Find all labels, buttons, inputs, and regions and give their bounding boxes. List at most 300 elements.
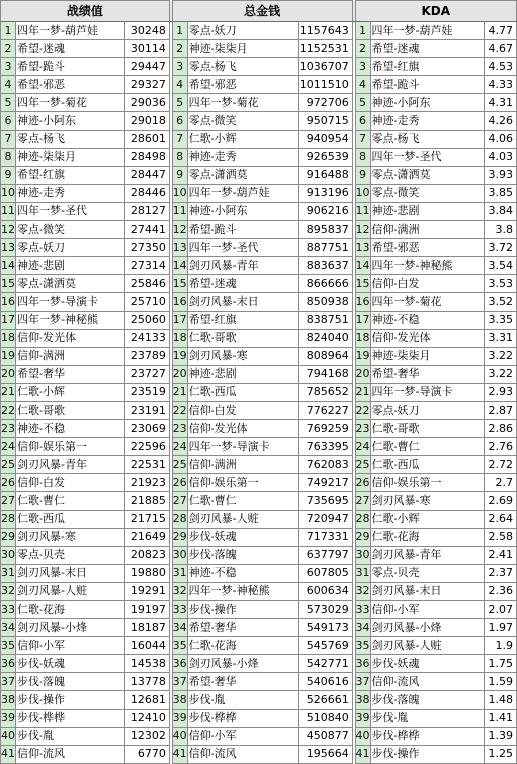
table-row: [1, 745, 517, 763]
battle-rank-cell: 26: [1, 474, 16, 492]
battle-player-name-cell: 剑刃风暴-青年: [16, 456, 125, 474]
kda-value-cell: 3.22: [485, 347, 517, 365]
battle-value-cell: 28127: [124, 202, 169, 220]
money-rank-cell: 38: [172, 691, 187, 709]
battle-value-cell: 24133: [124, 329, 169, 347]
money-player-name-cell: 零点-微笑: [187, 112, 298, 130]
money-player-name-cell: 仁歌-曹仁: [187, 492, 298, 510]
money-player-name-cell: 零点-潇洒莫: [187, 166, 298, 184]
kda-player-name-cell: 剑刃风暴-人赃: [370, 637, 485, 655]
battle-rank-cell: 16: [1, 293, 16, 311]
money-player-name-cell: 信仰-小军: [187, 727, 298, 745]
kda-value-cell: 2.64: [485, 510, 517, 528]
table-row: [1, 655, 517, 673]
kda-player-name-cell: 零点-微笑: [370, 184, 485, 202]
kda-rank-cell: 8: [355, 148, 370, 166]
kda-value-cell: 1.48: [485, 691, 517, 709]
table-row: [1, 202, 517, 220]
battle-value-cell: 16044: [124, 637, 169, 655]
table-row: [1, 22, 517, 40]
battle-value-cell: 27314: [124, 257, 169, 275]
kda-value-cell: 1.25: [485, 745, 517, 763]
battle-player-name-cell: 神迹-走秀: [16, 184, 125, 202]
battle-value-cell: 29327: [124, 76, 169, 94]
kda-rank-cell: 17: [355, 311, 370, 329]
battle-player-name-cell: 信仰-小军: [16, 637, 125, 655]
battle-player-name-cell: 神迹-柒柒月: [16, 148, 125, 166]
battle-value-cell: 21885: [124, 492, 169, 510]
money-player-name-cell: 神迹-柒柒月: [187, 40, 298, 58]
header-row: [1, 1, 517, 22]
battle-value-cell: 6770: [124, 745, 169, 763]
kda-rank-cell: 26: [355, 474, 370, 492]
kda-player-name-cell: 希望-迷魂: [370, 40, 485, 58]
money-rank-cell: 31: [172, 564, 187, 582]
money-value-cell: 972706: [298, 94, 352, 112]
money-value-cell: 895837: [298, 221, 352, 239]
kda-rank-cell: 4: [355, 76, 370, 94]
table-row: [1, 510, 517, 528]
kda-rank-cell: 23: [355, 420, 370, 438]
battle-player-name-cell: 信仰-流风: [16, 745, 125, 763]
battle-value-cell: 21715: [124, 510, 169, 528]
battle-value-cell: 23519: [124, 383, 169, 401]
kda-player-name-cell: 剑刃风暴-青年: [370, 546, 485, 564]
table-row: [1, 691, 517, 709]
money-value-cell: 776227: [298, 401, 352, 419]
money-player-name-cell: 四年一梦-圣代: [187, 239, 298, 257]
battle-value-cell: 21649: [124, 528, 169, 546]
kda-value-cell: 4.53: [485, 58, 517, 76]
kda-rank-cell: 28: [355, 510, 370, 528]
kda-rank-cell: 29: [355, 528, 370, 546]
table-row: [1, 727, 517, 745]
kda-player-name-cell: 希望-跪斗: [370, 76, 485, 94]
money-value-cell: 866666: [298, 275, 352, 293]
kda-rank-cell: 39: [355, 709, 370, 727]
table-row: [1, 40, 517, 58]
money-rank-cell: 39: [172, 709, 187, 727]
money-value-cell: 808964: [298, 347, 352, 365]
kda-value-cell: 1.9: [485, 637, 517, 655]
kda-value-cell: 4.31: [485, 94, 517, 112]
battle-value-cell: 23727: [124, 365, 169, 383]
kda-rank-cell: 33: [355, 601, 370, 619]
money-value-cell: 1157643: [298, 22, 352, 40]
kda-rank-cell: 20: [355, 365, 370, 383]
money-value-cell: 887751: [298, 239, 352, 257]
kda-value-cell: 3.35: [485, 311, 517, 329]
battle-player-name-cell: 剑刃风暴-小烽: [16, 619, 125, 637]
kda-rank-cell: 22: [355, 401, 370, 419]
money-player-name-cell: 神迹-悲剧: [187, 365, 298, 383]
kda-player-name-cell: 剑刃风暴-寒: [370, 492, 485, 510]
kda-value-cell: 3.84: [485, 202, 517, 220]
money-player-name-cell: 四年一梦-神秘熊: [187, 582, 298, 600]
table-row: [1, 673, 517, 691]
kda-player-name-cell: 仁歌-曹仁: [370, 438, 485, 456]
money-rank-cell: 40: [172, 727, 187, 745]
money-value-cell: 549173: [298, 619, 352, 637]
battle-player-name-cell: 四年一梦-神秘熊: [16, 311, 125, 329]
battle-value-cell: 20823: [124, 546, 169, 564]
money-rank-cell: 2: [172, 40, 187, 58]
battle-player-name-cell: 步伐-妖魂: [16, 655, 125, 673]
money-player-name-cell: 仁歌-小辉: [187, 130, 298, 148]
battle-rank-cell: 23: [1, 420, 16, 438]
money-rank-cell: 30: [172, 546, 187, 564]
money-value-cell: 717331: [298, 528, 352, 546]
table-row: [1, 275, 517, 293]
kda-player-name-cell: 四年一梦-菊花: [370, 293, 485, 311]
money-value-cell: 195664: [298, 745, 352, 763]
battle-value-cell: 12410: [124, 709, 169, 727]
kda-rank-cell: 10: [355, 184, 370, 202]
money-player-name-cell: 希望-红旗: [187, 311, 298, 329]
battle-rank-cell: 21: [1, 383, 16, 401]
kda-player-name-cell: 神迹-小阿东: [370, 94, 485, 112]
battle-value-header: 战绩值: [1, 1, 170, 22]
kda-player-name-cell: 信仰-发光体: [370, 329, 485, 347]
kda-player-name-cell: 希望-奢华: [370, 365, 485, 383]
money-player-name-cell: 信仰-发光体: [187, 420, 298, 438]
kda-player-name-cell: 四年一梦-导演卡: [370, 383, 485, 401]
battle-value-cell: 29447: [124, 58, 169, 76]
battle-value-cell: 22596: [124, 438, 169, 456]
kda-value-cell: 3.54: [485, 257, 517, 275]
money-rank-cell: 7: [172, 130, 187, 148]
battle-rank-cell: 17: [1, 311, 16, 329]
kda-value-cell: 2.87: [485, 401, 517, 419]
battle-player-name-cell: 神迹-小阿东: [16, 112, 125, 130]
money-player-name-cell: 希望-邪恶: [187, 76, 298, 94]
battle-rank-cell: 14: [1, 257, 16, 275]
battle-value-cell: 27350: [124, 239, 169, 257]
battle-rank-cell: 24: [1, 438, 16, 456]
battle-rank-cell: 4: [1, 76, 16, 94]
money-player-name-cell: 仁歌-花海: [187, 637, 298, 655]
kda-value-cell: 2.86: [485, 420, 517, 438]
kda-player-name-cell: 步伐-桦桦: [370, 727, 485, 745]
battle-player-name-cell: 四年一梦-圣代: [16, 202, 125, 220]
battle-rank-cell: 28: [1, 510, 16, 528]
money-value-cell: 850938: [298, 293, 352, 311]
money-rank-cell: 6: [172, 112, 187, 130]
money-rank-cell: 4: [172, 76, 187, 94]
battle-rank-cell: 31: [1, 564, 16, 582]
table-row: [1, 582, 517, 600]
battle-player-name-cell: 仁歌-小辉: [16, 383, 125, 401]
battle-rank-cell: 20: [1, 365, 16, 383]
kda-value-cell: 4.33: [485, 76, 517, 94]
battle-value-cell: 28498: [124, 148, 169, 166]
battle-rank-cell: 19: [1, 347, 16, 365]
battle-value-cell: 25846: [124, 275, 169, 293]
battle-player-name-cell: 零点-潇洒莫: [16, 275, 125, 293]
kda-player-name-cell: 神迹-柒柒月: [370, 347, 485, 365]
money-rank-cell: 24: [172, 438, 187, 456]
battle-rank-cell: 27: [1, 492, 16, 510]
table-row: [1, 438, 517, 456]
table-row: [1, 112, 517, 130]
table-row: [1, 401, 517, 419]
money-rank-cell: 35: [172, 637, 187, 655]
battle-rank-cell: 39: [1, 709, 16, 727]
kda-player-name-cell: 零点-贝壳: [370, 564, 485, 582]
money-player-name-cell: 剑刃风暴-末日: [187, 293, 298, 311]
kda-value-cell: 1.75: [485, 655, 517, 673]
battle-rank-cell: 29: [1, 528, 16, 546]
kda-value-cell: 2.93: [485, 383, 517, 401]
battle-rank-cell: 32: [1, 582, 16, 600]
kda-value-cell: 4.26: [485, 112, 517, 130]
money-rank-cell: 34: [172, 619, 187, 637]
battle-value-cell: 30114: [124, 40, 169, 58]
table-row: [1, 546, 517, 564]
battle-player-name-cell: 零点-贝壳: [16, 546, 125, 564]
money-value-cell: 1036707: [298, 58, 352, 76]
money-value-cell: 794168: [298, 365, 352, 383]
money-value-cell: 735695: [298, 492, 352, 510]
kda-rank-cell: 27: [355, 492, 370, 510]
battle-value-cell: 28447: [124, 166, 169, 184]
battle-value-cell: 25710: [124, 293, 169, 311]
kda-player-name-cell: 神迹-悲剧: [370, 202, 485, 220]
money-value-cell: 763395: [298, 438, 352, 456]
kda-player-name-cell: 仁歌-花海: [370, 528, 485, 546]
battle-player-name-cell: 希望-跪斗: [16, 58, 125, 76]
battle-value-cell: 12302: [124, 727, 169, 745]
kda-value-cell: 2.58: [485, 528, 517, 546]
table-row: [1, 184, 517, 202]
money-value-cell: 769259: [298, 420, 352, 438]
battle-rank-cell: 34: [1, 619, 16, 637]
kda-player-name-cell: 信仰-小军: [370, 601, 485, 619]
money-rank-cell: 12: [172, 221, 187, 239]
battle-player-name-cell: 步伐-操作: [16, 691, 125, 709]
kda-rank-cell: 25: [355, 456, 370, 474]
battle-player-name-cell: 步伐-桦桦: [16, 709, 125, 727]
kda-player-name-cell: 四年一梦-圣代: [370, 148, 485, 166]
money-rank-cell: 27: [172, 492, 187, 510]
kda-player-name-cell: 步伐-操作: [370, 745, 485, 763]
kda-player-name-cell: 希望-邪恶: [370, 239, 485, 257]
kda-value-cell: 3.85: [485, 184, 517, 202]
kda-rank-cell: 3: [355, 58, 370, 76]
battle-player-name-cell: 仁歌-曹仁: [16, 492, 125, 510]
money-value-cell: 749217: [298, 474, 352, 492]
kda-value-cell: 2.76: [485, 438, 517, 456]
kda-rank-cell: 35: [355, 637, 370, 655]
battle-player-name-cell: 信仰-发光体: [16, 329, 125, 347]
battle-player-name-cell: 剑刃风暴-末日: [16, 564, 125, 582]
money-value-cell: 607805: [298, 564, 352, 582]
table-row: [1, 166, 517, 184]
money-rank-cell: 13: [172, 239, 187, 257]
kda-value-cell: 2.41: [485, 546, 517, 564]
battle-rank-cell: 36: [1, 655, 16, 673]
kda-player-name-cell: 步伐-妖魂: [370, 655, 485, 673]
kda-rank-cell: 7: [355, 130, 370, 148]
money-value-cell: 762083: [298, 456, 352, 474]
kda-value-cell: 3.53: [485, 275, 517, 293]
table-row: [1, 130, 517, 148]
battle-value-cell: 27441: [124, 221, 169, 239]
battle-value-cell: 18187: [124, 619, 169, 637]
battle-rank-cell: 3: [1, 58, 16, 76]
table-row: [1, 564, 517, 582]
money-rank-cell: 19: [172, 347, 187, 365]
money-player-name-cell: 剑刃风暴-青年: [187, 257, 298, 275]
kda-value-cell: 1.97: [485, 619, 517, 637]
money-player-name-cell: 零点-妖刀: [187, 22, 298, 40]
kda-value-cell: 3.8: [485, 221, 517, 239]
table-row: [1, 347, 517, 365]
table-row: [1, 619, 517, 637]
battle-value-cell: 23069: [124, 420, 169, 438]
battle-rank-cell: 11: [1, 202, 16, 220]
kda-value-cell: 1.59: [485, 673, 517, 691]
money-value-cell: 906216: [298, 202, 352, 220]
battle-player-name-cell: 仁歌-哥歌: [16, 401, 125, 419]
kda-player-name-cell: 信仰-流风: [370, 673, 485, 691]
kda-value-cell: 3.72: [485, 239, 517, 257]
kda-player-name-cell: 四年一梦-神秘熊: [370, 257, 485, 275]
kda-value-cell: 4.77: [485, 22, 517, 40]
kda-rank-cell: 16: [355, 293, 370, 311]
battle-player-name-cell: 零点-微笑: [16, 221, 125, 239]
battle-player-name-cell: 四年一梦-导演卡: [16, 293, 125, 311]
kda-value-cell: 3.31: [485, 329, 517, 347]
battle-value-cell: 23789: [124, 347, 169, 365]
battle-player-name-cell: 信仰-娱乐第一: [16, 438, 125, 456]
kda-value-cell: 4.67: [485, 40, 517, 58]
money-player-name-cell: 信仰-白发: [187, 401, 298, 419]
money-player-name-cell: 神迹-小阿东: [187, 202, 298, 220]
battle-rank-cell: 33: [1, 601, 16, 619]
battle-rank-cell: 9: [1, 166, 16, 184]
money-player-name-cell: 仁歌-西瓜: [187, 383, 298, 401]
battle-rank-cell: 6: [1, 112, 16, 130]
kda-player-name-cell: 步伐-落魄: [370, 691, 485, 709]
money-rank-cell: 20: [172, 365, 187, 383]
money-value-cell: 883637: [298, 257, 352, 275]
money-value-cell: 450877: [298, 727, 352, 745]
kda-player-name-cell: 零点-杨飞: [370, 130, 485, 148]
table-row: [1, 94, 517, 112]
kda-rank-cell: 15: [355, 275, 370, 293]
money-player-name-cell: 希望-奢华: [187, 619, 298, 637]
battle-value-cell: 22531: [124, 456, 169, 474]
battle-rank-cell: 15: [1, 275, 16, 293]
kda-rank-cell: 40: [355, 727, 370, 745]
kda-player-name-cell: 剑刃风暴-小烽: [370, 619, 485, 637]
battle-rank-cell: 30: [1, 546, 16, 564]
money-value-cell: 542771: [298, 655, 352, 673]
battle-player-name-cell: 步伐-落魄: [16, 673, 125, 691]
money-player-name-cell: 四年一梦-葫芦娃: [187, 184, 298, 202]
kda-player-name-cell: 四年一梦-葫芦娃: [370, 22, 485, 40]
money-rank-cell: 10: [172, 184, 187, 202]
money-value-cell: 720947: [298, 510, 352, 528]
money-rank-cell: 25: [172, 456, 187, 474]
kda-value-cell: 2.7: [485, 474, 517, 492]
battle-rank-cell: 38: [1, 691, 16, 709]
battle-player-name-cell: 信仰-满洲: [16, 347, 125, 365]
battle-value-cell: 25060: [124, 311, 169, 329]
battle-rank-cell: 12: [1, 221, 16, 239]
battle-rank-cell: 13: [1, 239, 16, 257]
kda-rank-cell: 32: [355, 582, 370, 600]
kda-value-cell: 3.93: [485, 166, 517, 184]
kda-player-name-cell: 零点-妖刀: [370, 401, 485, 419]
money-value-cell: 913196: [298, 184, 352, 202]
battle-rank-cell: 37: [1, 673, 16, 691]
money-value-cell: 540616: [298, 673, 352, 691]
money-rank-cell: 36: [172, 655, 187, 673]
battle-player-name-cell: 仁歌-花海: [16, 601, 125, 619]
table-row: [1, 420, 517, 438]
money-value-cell: 526661: [298, 691, 352, 709]
table-row: [1, 474, 517, 492]
kda-value-cell: 1.41: [485, 709, 517, 727]
money-rank-cell: 9: [172, 166, 187, 184]
table-row: [1, 293, 517, 311]
kda-value-cell: 4.03: [485, 148, 517, 166]
money-rank-cell: 1: [172, 22, 187, 40]
battle-value-cell: 19880: [124, 564, 169, 582]
battle-value-cell: 29018: [124, 112, 169, 130]
battle-player-name-cell: 信仰-白发: [16, 474, 125, 492]
battle-value-cell: 30248: [124, 22, 169, 40]
money-rank-cell: 18: [172, 329, 187, 347]
kda-value-cell: 2.37: [485, 564, 517, 582]
table-row: [1, 528, 517, 546]
money-player-name-cell: 四年一梦-导演卡: [187, 438, 298, 456]
money-player-name-cell: 步伐-胤: [187, 691, 298, 709]
kda-value-cell: 2.36: [485, 582, 517, 600]
table-row: [1, 148, 517, 166]
money-player-name-cell: 剑刃风暴-寒: [187, 347, 298, 365]
money-rank-cell: 29: [172, 528, 187, 546]
battle-value-cell: 29036: [124, 94, 169, 112]
kda-header: KDA: [355, 1, 516, 22]
kda-rank-cell: 1: [355, 22, 370, 40]
battle-rank-cell: 25: [1, 456, 16, 474]
battle-rank-cell: 40: [1, 727, 16, 745]
kda-value-cell: 3.52: [485, 293, 517, 311]
kda-value-cell: 2.07: [485, 601, 517, 619]
battle-value-cell: 28446: [124, 184, 169, 202]
battle-player-name-cell: 神迹-悲剧: [16, 257, 125, 275]
kda-rank-cell: 41: [355, 745, 370, 763]
kda-rank-cell: 30: [355, 546, 370, 564]
battle-rank-cell: 7: [1, 130, 16, 148]
kda-player-name-cell: 神迹-不稳: [370, 311, 485, 329]
money-rank-cell: 16: [172, 293, 187, 311]
money-rank-cell: 17: [172, 311, 187, 329]
kda-rank-cell: 5: [355, 94, 370, 112]
battle-rank-cell: 8: [1, 148, 16, 166]
battle-value-cell: 19197: [124, 601, 169, 619]
kda-rank-cell: 11: [355, 202, 370, 220]
kda-rank-cell: 12: [355, 221, 370, 239]
money-player-name-cell: 希望-奢华: [187, 673, 298, 691]
table-row: [1, 601, 517, 619]
table-row: [1, 239, 517, 257]
battle-rank-cell: 10: [1, 184, 16, 202]
money-rank-cell: 23: [172, 420, 187, 438]
